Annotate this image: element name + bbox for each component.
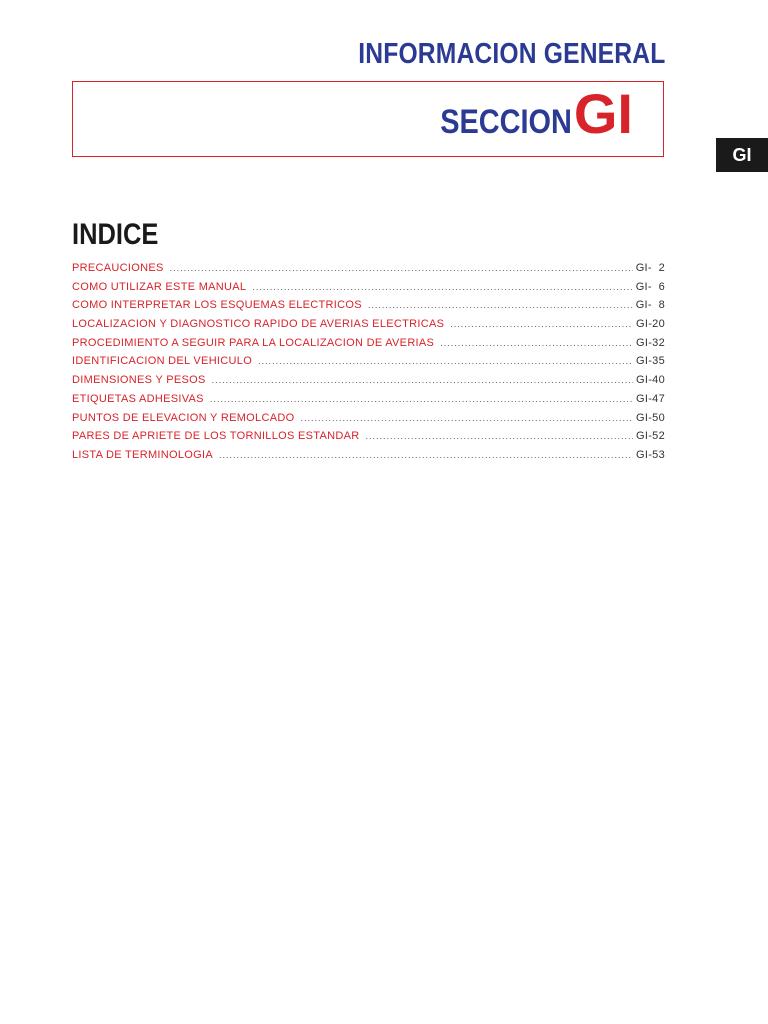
toc-dot-leader: [170, 263, 633, 273]
section-side-tab[interactable]: GI: [716, 138, 768, 172]
toc-dot-leader: [258, 356, 633, 366]
toc-entry[interactable]: [72, 449, 665, 468]
toc-entry-label[interactable]: PUNTOS DE ELEVACION Y REMOLCADO: [72, 411, 295, 424]
toc-dot-leader: [252, 282, 632, 292]
table-of-contents: [72, 262, 665, 468]
toc-entry-page: GI-40: [635, 374, 665, 387]
toc-entry[interactable]: [72, 262, 665, 281]
section-heading: [417, 82, 633, 145]
toc-entry-page: GI-20: [635, 318, 665, 331]
toc-entry[interactable]: [72, 430, 665, 449]
toc-entry-label[interactable]: COMO INTERPRETAR LOS ESQUEMAS ELECTRICOS: [72, 299, 362, 312]
toc-entry-page: GI-47: [635, 392, 665, 405]
toc-dot-leader: [212, 375, 633, 385]
toc-dot-leader: [450, 319, 633, 329]
toc-entry[interactable]: [72, 337, 665, 356]
toc-entry-page: GI-35: [635, 355, 665, 368]
toc-entry-label[interactable]: IDENTIFICACION DEL VEHICULO: [72, 355, 253, 368]
toc-entry-label[interactable]: LISTA DE TERMINOLOGIA: [72, 448, 213, 461]
index-heading: INDICE: [72, 218, 159, 251]
toc-entry[interactable]: [72, 412, 665, 431]
section-code: GI: [573, 82, 633, 145]
toc-entry-page: GI- 6: [635, 280, 665, 293]
toc-dot-leader: [365, 431, 633, 441]
toc-entry[interactable]: [72, 393, 665, 412]
toc-entry-label[interactable]: PARES DE APRIETE DE LOS TORNILLOS ESTANDAR: [72, 430, 360, 443]
toc-dot-leader: [219, 450, 633, 460]
toc-entry[interactable]: [72, 281, 665, 300]
toc-entry-label[interactable]: ETIQUETAS ADHESIVAS: [72, 392, 204, 405]
toc-dot-leader: [210, 394, 633, 404]
section-word: SECCION: [440, 103, 572, 141]
toc-entry-label[interactable]: COMO UTILIZAR ESTE MANUAL: [72, 280, 247, 293]
toc-entry-page: GI-52: [635, 430, 665, 443]
toc-entry-label[interactable]: PROCEDIMIENTO A SEGUIR PARA LA LOCALIZACION DE AVERIAS: [72, 336, 435, 349]
toc-dot-leader: [300, 413, 633, 423]
toc-entry[interactable]: [72, 374, 665, 393]
toc-entry[interactable]: [72, 299, 665, 318]
toc-entry-page: GI-50: [635, 411, 665, 424]
toc-entry-page: GI- 8: [635, 299, 665, 312]
toc-entry-label[interactable]: DIMENSIONES Y PESOS: [72, 374, 206, 387]
document-title: INFORMACION GENERAL: [357, 38, 665, 70]
toc-entry-label[interactable]: LOCALIZACION Y DIAGNOSTICO RAPIDO DE AVERIAS ELECTRICAS: [72, 318, 445, 331]
toc-entry-label[interactable]: PRECAUCIONES: [72, 262, 164, 274]
toc-dot-leader: [440, 338, 633, 348]
toc-entry-page: GI-53: [635, 448, 665, 461]
toc-entry[interactable]: [72, 318, 665, 337]
toc-entry-page: GI- 2: [635, 262, 665, 274]
toc-entry[interactable]: [72, 355, 665, 374]
section-banner: [72, 81, 664, 157]
toc-dot-leader: [368, 300, 633, 310]
toc-entry-page: GI-32: [635, 336, 665, 349]
